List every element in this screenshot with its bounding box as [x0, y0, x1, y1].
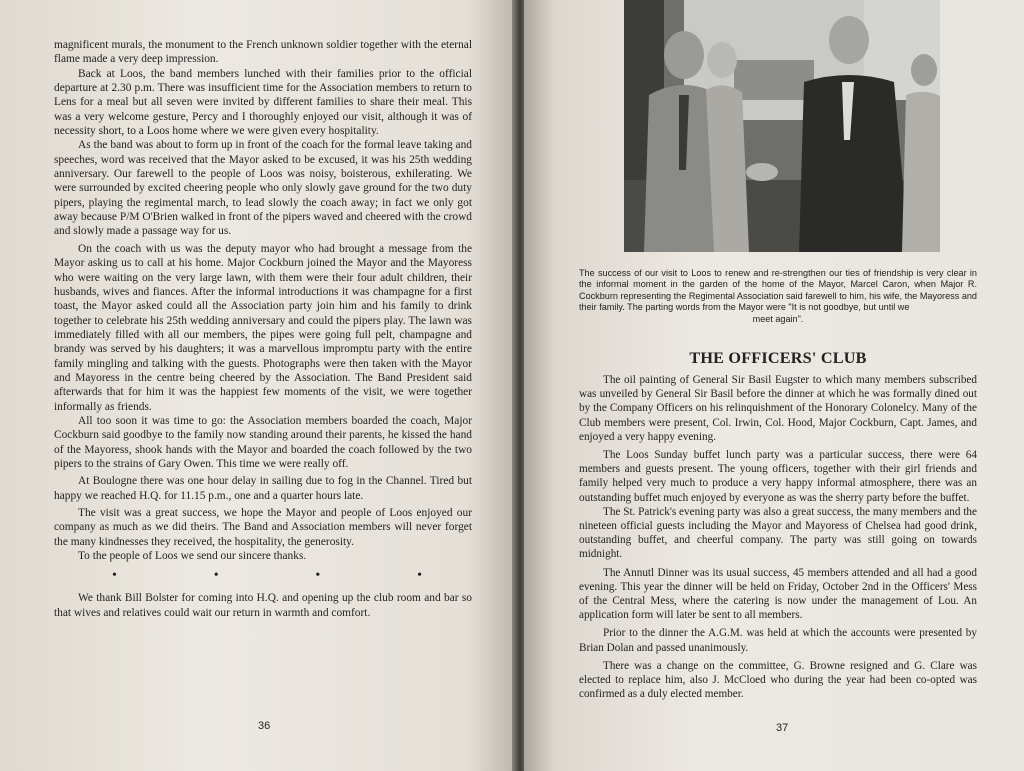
caption-text-end: meet again".	[752, 313, 804, 324]
paragraph: The visit was a great success, we hope the Mayor and people of Loos enjoyed our company as much as we did theirs. The Band and Association members will never forget the many kindnesses they received, the hospitality, the generosity.	[54, 507, 472, 548]
right-page-text	[579, 373, 977, 701]
mayor-farewell-photo	[624, 0, 940, 252]
paragraph: Back at Loos, the band members lunched with their families prior to the official departure at 2.30 p.m. There was insufficient time for the Association members to return to Lens for a meal but all seven were invited by different families to share their meal. This was a very welcome gesture, Percy and I thoroughly enjoyed our visit, although it was of necessity short, to a Loos home where we were given every hospitality.	[54, 67, 472, 138]
paragraph: magnificent murals, the monument to the French unknown soldier together with the eternal flame made a very deep impression.	[54, 39, 472, 66]
closing-paragraph: We thank Bill Bolster for coming into H.Q. and opening up the club room and bar so that wives and relatives could wait our return in warmth and comfort.	[54, 592, 472, 619]
photo-caption	[579, 268, 977, 325]
paragraph: At Boulogne there was one hour delay in sailing due to fog in the Channel. Tired but happy we reached H.Q. for 11.15 p.m., one and a quarter hours late.	[54, 475, 472, 502]
bullet-mark: •	[315, 568, 321, 584]
caption-text: The success of our visit to Loos to renew and re-strengthen our ties of friendship is very clear in the informal moment in the garden of the home of the Mayor, Marcel Caron, when Major R. Cockburn representing the Regimental Association said farewell to him, his wife, the Mayoress and their family. The parting words from the Mayor were "It is not goodbye, but until we	[579, 268, 977, 313]
paragraph: The Annutl Dinner was its usual success, 45 members attended and all had a good evening. This year the dinner will be held on Friday, October 2nd in the Officers' Mess of the Central Mess, where the catering is now under the management of Lou. An application form will later be sent to all members.	[579, 566, 977, 622]
bullet-mark: •	[112, 568, 117, 584]
bullet-mark: •	[213, 568, 219, 584]
paragraph: All too soon it was time to go: the Association members boarded the coach, Major Cockburn said goodbye to the family now standing around their parents, he kissed the hand of the Mayoress, shook hands with the Mayor and boarded the coach followed by the two pipers to the strains of Gary Owen. This time we were really off.	[54, 414, 472, 470]
paragraph: To the people of Loos we send our sincere thanks.	[78, 550, 307, 563]
right-page	[524, 0, 1024, 771]
paragraph: The Loos Sunday buffet lunch party was a particular success, there were 64 members and guests present. The young officers, together with their girl friends and family helped very much to produce a very happy informal atmosphere, there was an outstanding buffet much enjoyed by everyone as was the sherry party before the buffet.	[579, 449, 977, 504]
paragraph: The oil painting of General Sir Basil Eugster to which many members subscribed was unveiled by General Sir Basil before the dinner at which he was formally dined out by the Company Officers on his relinquishment of the Honorary Colonelcy. Many of the Club members were present, Col. Irwin, Col. Hood, Major Cockburn, Capt. James, and enjoyed a very happy evening.	[579, 374, 977, 443]
page-number: 36	[258, 720, 271, 732]
paragraph: As the band was about to form up in front of the coach for the formal leave taking and speeches, word was received that the Mayor asked to be excused, it was his 25th wedding anniversary. Our farewell to the people of Loos was noisy, boisterous, exhilerating. We were surrounded by excited cheering people who only slowly gave ground for the two duty pipers, playing the regimental march, to lead slowly the coach away; in fact we only got away because P/M O'Brien walked in front of the pipers waved and cheered with the crowd and slowly made a passage way for us.	[54, 139, 472, 238]
page-number: 37	[776, 722, 789, 734]
paragraph: The St. Patrick's evening party was also a great success, the many members and the nineteen official guests including the Mayor and Mayoress of Chelsea had good drink, outstanding buffet, and cheerful company. The party was still going on towards midnight.	[579, 505, 977, 561]
section-separator	[112, 569, 422, 583]
section-title: THE OFFICERS' CLUB	[689, 349, 867, 367]
left-page-text	[54, 38, 472, 620]
bullet-mark: •	[417, 568, 422, 584]
paragraph: There was a change on the committee, G. Browne resigned and G. Clare was elected to replace him, also J. McCloed who during the year had been co-opted was confirmed as a duly elected member.	[579, 659, 977, 701]
paragraph: On the coach with us was the deputy mayor who had brought a message from the Mayor asking us to call at his home. Major Cockburn joined the Mayor and the Mayoress who were waiting on the very large lawn, with them were their four adult children, their husbands, wives and fiances. After the informal introductions it was champagne for a first toast, the Mayor asked could all the Association party join him and his family to drink together to celebrate his 25th wedding anniversary and could the pipers play. The lawn was immediately filled with all our members, the pipes were going full pelt, champagne and brandy was served by his daughters; it was a marvellous impromptu party with the entire family mingling and talking with the guests. Photographs were then taken with the Mayor and Mayoress in the centre being cheered by the Association. The Band President said afterwards that for him it was the happiest few moments of the visit, we were together informally as friends.	[54, 242, 472, 413]
paragraph: Prior to the dinner the A.G.M. was held at which the accounts were presented by Brian Dolan and passed unanimously.	[579, 627, 977, 654]
